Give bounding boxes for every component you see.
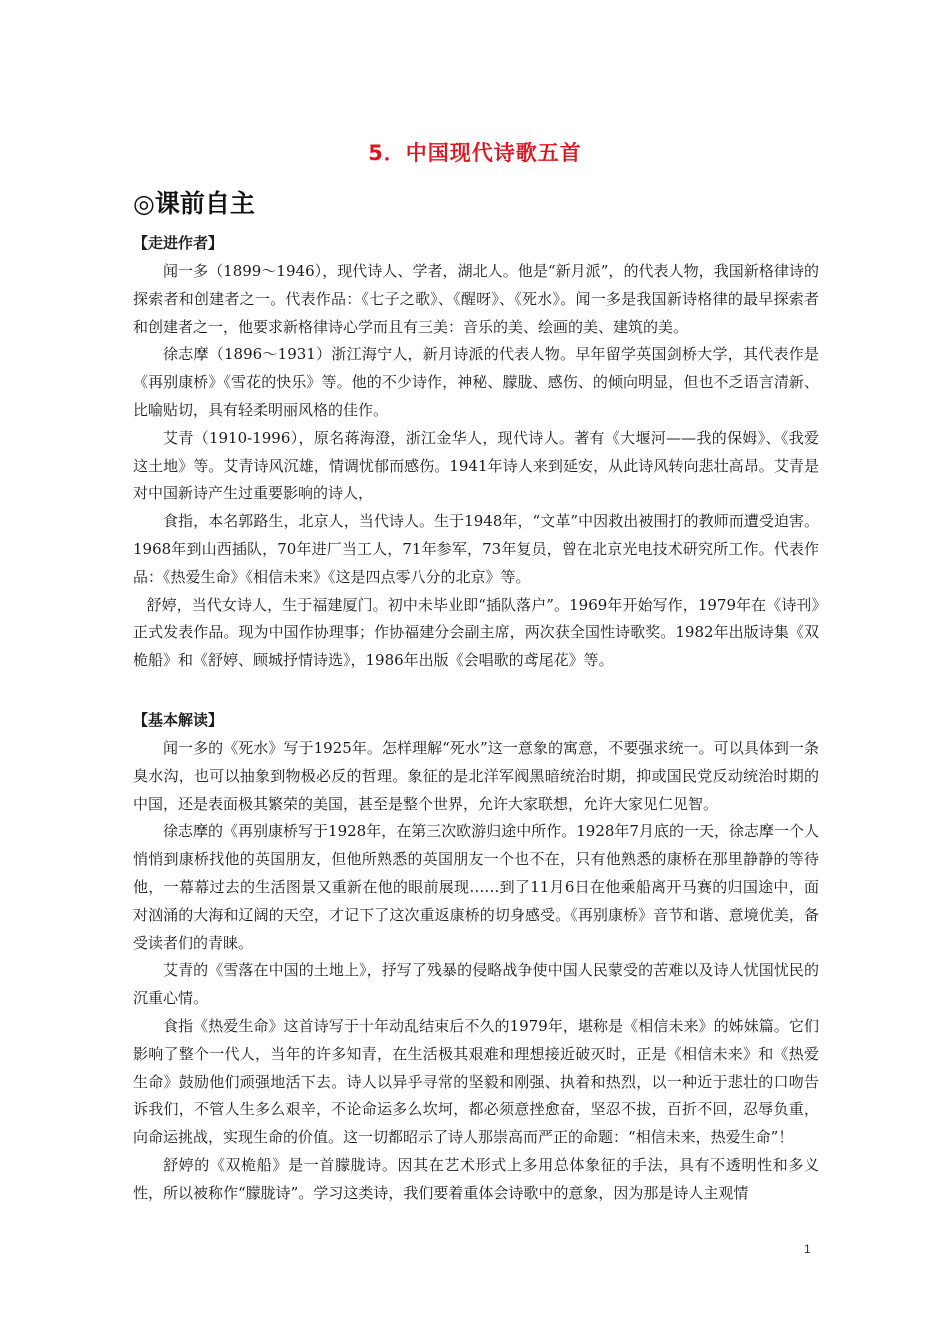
author-paragraph-wen-yiduo: 闻一多（1899～1946），现代诗人、学者，湖北人。他是“新月派”，的代表人物，我国新格律诗的探索者和创建者之一。代表作品：《七子之歌》、《醒呀》、《死水》。闻一多是我国新诗格律的最早探索者和创建者之一，他要求新格律诗心学而且有三美：音乐的美、绘画的美、建筑的美。 bbox=[133, 262, 819, 336]
author-paragraph-ai-qing: 艾青（1910-1996），原名蒋海澄，浙江金华人，现代诗人。著有《大堰河——我的保姆》、《我爱这土地》等。艾青诗风沉雄，情调忧郁而感伤。1941年诗人来到延安，从此诗风转向悲壮高昂。艾青是对中国新诗产生过重要影响的诗人， bbox=[133, 428, 819, 503]
reading-paragraph-xue-luo: 艾青的《雪落在中国的土地上》，抒写了残暴的侵略战争使中国人民蒙受的苦难以及诗人忧国忧民的沉重心情。 bbox=[133, 961, 819, 1008]
author-paragraph-xu-zhimo: 徐志摩（1896～1931）浙江海宁人，新月诗派的代表人物。早年留学英国剑桥大学，其代表作是《再别康桥》《雪花的快乐》等。他的不少诗作，神秘、朦胧、感伤、的倾向明显，但也不乏语言清新、比喻贴切，具有轻柔明丽风格的佳作。 bbox=[133, 345, 819, 419]
authors-heading: 【走进作者】 bbox=[133, 234, 224, 252]
reading-paragraph-re-ai-shengming: 食指《热爱生命》这首诗写于十年动乱结束后不久的1979年，堪称是《相信未来》的姊妹篇。它们影响了整个一代人，当年的许多知青，在生活极其艰难和理想接近破灭时，正是《相信未来》和《热爱生命》鼓励他们顽强地活下去。诗人以异乎寻常的坚毅和刚强、执着和热烈，以一种近于悲壮的口吻告诉我们，不管人生多么艰辛，不论命运多么坎坷，都必须意挫愈奋，坚忍不拔，百折不回，忍辱负重，向命运挑战，实现生命的价值。这一切都昭示了诗人那崇高而严正的命题：“相信未来，热爱生命”！ bbox=[133, 1016, 819, 1147]
document-body bbox=[133, 228, 819, 1208]
reading-paragraph-shuang-wei-chuan: 舒婷的《双桅船》是一首朦胧诗。因其在艺术形式上多用总体象征的手法，具有不透明性和多义性，所以被称作“朦胧诗”。学习这类诗，我们要着重体会诗歌中的意象，因为那是诗人主观情 bbox=[133, 1155, 819, 1202]
reading-paragraph-zai-bie-kangqiao: 徐志摩的《再别康桥写于1928年，在第三次欧游归途中所作。1928年7月底的一天，徐志摩一个人悄悄到康桥找他的英国朋友，但他所熟悉的英国朋友一个也不在，只有他熟悉的康桥在那里静静的等待他，一幕幕过去的生活图景又重新在他的眼前展现……到了11月6日在他乘船离开马赛的归国途中，面对汹涌的大海和辽阔的天空，才记下了这次重返康桥的切身感受。《再别康桥》音节和谐、意境优美，备受读者们的青睐。 bbox=[133, 822, 819, 952]
author-paragraph-shi-zhi: 食指，本名郭路生，北京人，当代诗人。生于1948年，“文革”中因救出被围打的教师而遭受迫害。1968年到山西插队，70年进厂当工人，71年参军，73年复员，曾在北京光电技术研究所工作。代表作品：《热爱生命》《相信未来》《这是四点零八分的北京》等。 bbox=[133, 512, 819, 586]
page-number: 1 bbox=[804, 1242, 811, 1256]
reading-heading: 【基本解读】 bbox=[133, 710, 224, 729]
section-heading: ◎课前自主 bbox=[133, 189, 255, 218]
document-title: 5．中国现代诗歌五首 bbox=[368, 141, 582, 165]
author-paragraph-shu-ting: 舒婷，当代女诗人，生于福建厦门。初中未毕业即“插队落户”。1969年开始写作，1979年在《诗刊》正式发表作品。现为中国作协理事；作协福建分会副主席，两次获全国性诗歌奖。1982年出版诗集《双桅船》和《舒婷、顾城抒情诗选》，1986年出版《会唱歌的鸢尾花》等。 bbox=[133, 595, 819, 670]
reading-paragraph-si-shui: 闻一多的《死水》写于1925年。怎样理解“死水”这一意象的寓意，不要强求统一。可以具体到一条臭水沟，也可以抽象到物极必反的哲理。象征的是北洋军阀黑暗统治时期，抑或国民党反动统治时期的中国，还是表面极其繁荣的美国，甚至是整个世界，允许大家联想，允许大家见仁见智。 bbox=[133, 738, 819, 813]
